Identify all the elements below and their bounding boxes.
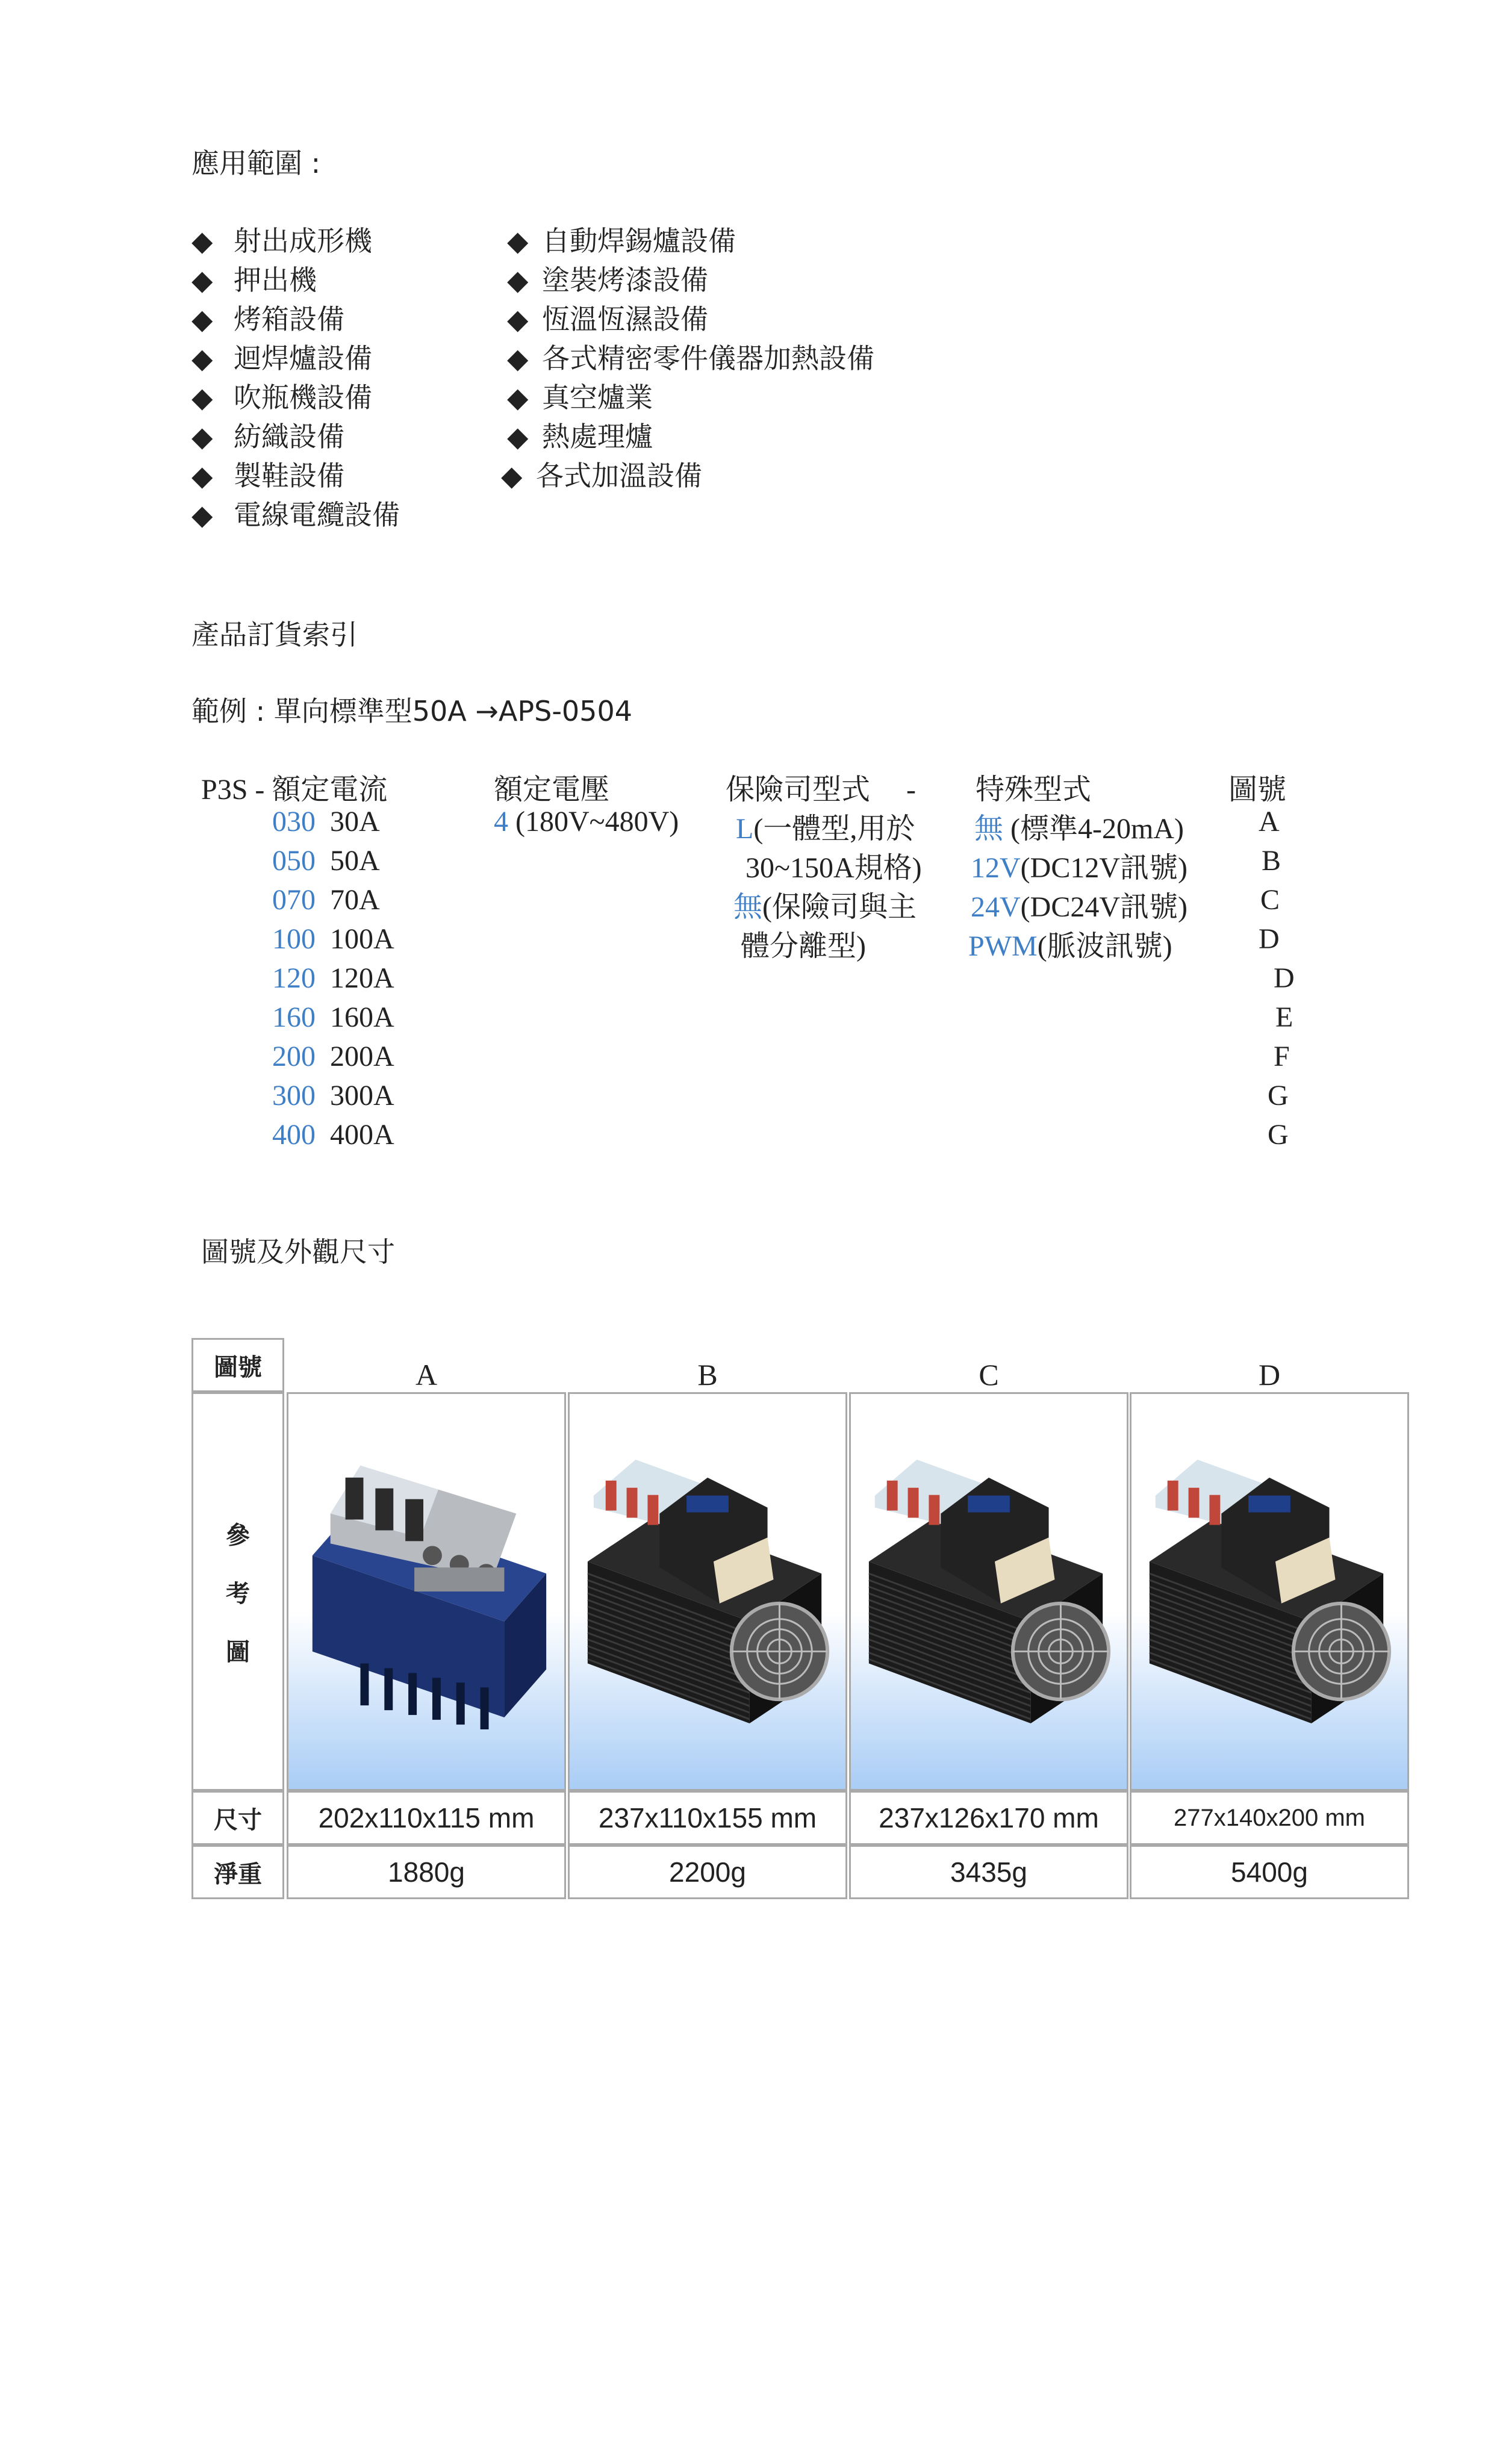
current-label: 100A <box>330 923 394 955</box>
label-reference-2: 考 <box>226 1579 250 1608</box>
diamond-icon: ◆ <box>191 264 213 296</box>
figure-code: G <box>1268 1119 1289 1151</box>
fuse-text: 30~150A規格) <box>745 852 922 884</box>
application-item <box>507 415 653 455</box>
current-label: 30A <box>330 806 380 838</box>
application-label: 自動焊錫爐設備 <box>542 225 736 257</box>
header-figure: 圖號 <box>1228 774 1287 806</box>
header-special: 特殊型式 <box>976 774 1092 806</box>
application-label: 電線電纜設備 <box>234 499 400 531</box>
current-code: 030 <box>272 806 316 838</box>
current-label: 160A <box>330 1001 394 1033</box>
order-index-heading: 產品訂貨索引 <box>191 618 358 651</box>
application-item <box>507 376 653 415</box>
figure-code: A <box>1259 806 1280 838</box>
special-option-line <box>971 844 1187 886</box>
figure-code: G <box>1268 1080 1289 1112</box>
figure-code: D <box>1259 923 1280 955</box>
current-label: 120A <box>330 962 394 994</box>
label-reference <box>191 1392 284 1791</box>
diamond-icon: ◆ <box>507 303 529 335</box>
weight-value: 2200g <box>568 1845 847 1899</box>
fuse-text: (保險司與主 <box>762 891 917 923</box>
application-label: 各式加溫設備 <box>536 459 702 492</box>
figure-code: B <box>1262 845 1281 877</box>
ssr-heatsink-image <box>288 1394 564 1789</box>
figure-code: E <box>1275 1001 1293 1033</box>
application-label: 製鞋設備 <box>234 459 344 492</box>
header-voltage: 額定電壓 <box>494 774 610 806</box>
application-label: 塗裝烤漆設備 <box>542 264 708 296</box>
current-label: 200A <box>330 1041 394 1072</box>
figure-code: D <box>1274 962 1295 994</box>
weight-value: 5400g <box>1130 1845 1409 1899</box>
diamond-icon: ◆ <box>507 264 529 296</box>
application-item <box>191 258 317 298</box>
label-reference-1: 參 <box>226 1521 250 1549</box>
spec-table <box>191 1338 1369 2464</box>
diamond-icon: ◆ <box>191 381 213 414</box>
voltage-label: (180V~480V) <box>508 806 679 838</box>
voltage-code: 4 <box>494 806 508 838</box>
special-text: (DC24V訊號) <box>1020 891 1187 923</box>
application-label: 吹瓶機設備 <box>234 381 372 414</box>
diamond-icon: ◆ <box>191 420 213 453</box>
application-heading: 應用範圍 : <box>191 147 321 179</box>
ssr-with-fan-image <box>1131 1394 1407 1789</box>
special-option-line <box>974 805 1184 847</box>
size-value: 202x110x115 mm <box>287 1791 566 1845</box>
fuse-option-line <box>745 844 922 886</box>
current-label: 300A <box>330 1080 394 1112</box>
special-code: 12V <box>971 852 1021 884</box>
application-item <box>507 219 736 259</box>
diamond-icon: ◆ <box>191 225 213 257</box>
voltage-option <box>494 805 679 838</box>
special-option-line <box>968 922 1172 964</box>
size-value: 237x110x155 mm <box>568 1791 847 1845</box>
application-item <box>501 454 702 494</box>
current-label: 400A <box>330 1119 394 1151</box>
application-label: 各式精密零件儀器加熱設備 <box>542 342 874 375</box>
figure-code: C <box>1260 884 1280 916</box>
diamond-icon: ◆ <box>191 342 213 375</box>
current-code: 200 <box>272 1041 316 1072</box>
application-item <box>507 297 708 337</box>
figure-label: A <box>415 1358 438 1392</box>
product-image <box>849 1392 1128 1791</box>
application-item <box>191 219 372 259</box>
application-label: 射出成形機 <box>234 225 372 257</box>
size-value: 277x140x200 mm <box>1130 1791 1409 1845</box>
ssr-with-fan-image <box>851 1394 1127 1789</box>
diamond-icon: ◆ <box>501 459 523 492</box>
ssr-with-fan-image <box>570 1394 845 1789</box>
special-option-line <box>971 883 1187 925</box>
product-image <box>1130 1392 1409 1791</box>
current-code: 100 <box>272 923 316 955</box>
application-label: 紡織設備 <box>234 420 344 453</box>
fuse-option-line <box>733 883 917 925</box>
diamond-icon: ◆ <box>191 459 213 492</box>
order-example: 範例 : 單向標準型50A →APS-0504 <box>191 695 632 727</box>
diamond-icon: ◆ <box>191 303 213 335</box>
application-label: 熱處理爐 <box>542 420 653 453</box>
application-item <box>191 337 372 376</box>
fuse-code: L <box>736 813 754 845</box>
weight-value: 3435g <box>849 1845 1128 1899</box>
diamond-icon: ◆ <box>507 225 529 257</box>
figure-label: C <box>979 1358 999 1392</box>
product-image <box>568 1392 847 1791</box>
application-label: 真空爐業 <box>542 381 653 414</box>
label-reference-3: 圖 <box>226 1638 250 1666</box>
application-item <box>191 454 344 494</box>
fuse-option-line <box>736 805 915 847</box>
special-code: 24V <box>971 891 1021 923</box>
current-label: 50A <box>330 845 380 877</box>
figure-code: F <box>1274 1041 1290 1072</box>
application-item <box>507 258 708 298</box>
current-code: 300 <box>272 1080 316 1112</box>
diamond-icon: ◆ <box>507 381 529 414</box>
current-code: 050 <box>272 845 316 877</box>
current-label: 70A <box>330 884 380 916</box>
fuse-code: 無 <box>733 891 763 923</box>
fuse-text: (一體型,用於 <box>753 813 915 845</box>
weight-value: 1880g <box>287 1845 566 1899</box>
application-item <box>507 337 874 376</box>
fuse-option-line <box>741 922 866 964</box>
size-value: 237x126x170 mm <box>849 1791 1128 1845</box>
header-fuse: 保險司型式 - <box>726 774 916 806</box>
special-text: (標準4-20mA) <box>1003 813 1184 845</box>
label-figure: 圖號 <box>191 1338 284 1392</box>
application-label: 押出機 <box>234 264 317 296</box>
application-item <box>191 376 372 415</box>
application-item <box>191 415 344 455</box>
special-code: 無 <box>974 813 1004 845</box>
header-current: P3S - 額定電流 <box>201 774 388 806</box>
special-text: (DC12V訊號) <box>1020 852 1187 884</box>
diamond-icon: ◆ <box>507 342 529 375</box>
product-image <box>287 1392 566 1791</box>
label-weight: 淨重 <box>191 1845 284 1899</box>
application-label: 恆溫恆濕設備 <box>542 303 708 335</box>
application-label: 烤箱設備 <box>234 303 344 335</box>
application-label: 迴焊爐設備 <box>234 342 372 375</box>
dimensions-heading: 圖號及外觀尺寸 <box>201 1236 395 1268</box>
figure-label: D <box>1258 1358 1281 1392</box>
diamond-icon: ◆ <box>191 499 213 531</box>
application-item <box>191 493 400 533</box>
current-code: 120 <box>272 962 316 994</box>
figure-label: B <box>697 1358 718 1392</box>
special-text: (脈波訊號) <box>1037 930 1172 962</box>
special-code: PWM <box>968 930 1038 962</box>
fuse-text: 體分離型) <box>741 930 866 962</box>
current-code: 400 <box>272 1119 316 1151</box>
current-code: 070 <box>272 884 316 916</box>
diamond-icon: ◆ <box>507 420 529 453</box>
label-size: 尺寸 <box>191 1791 284 1845</box>
application-item <box>191 297 344 337</box>
current-code: 160 <box>272 1001 316 1033</box>
